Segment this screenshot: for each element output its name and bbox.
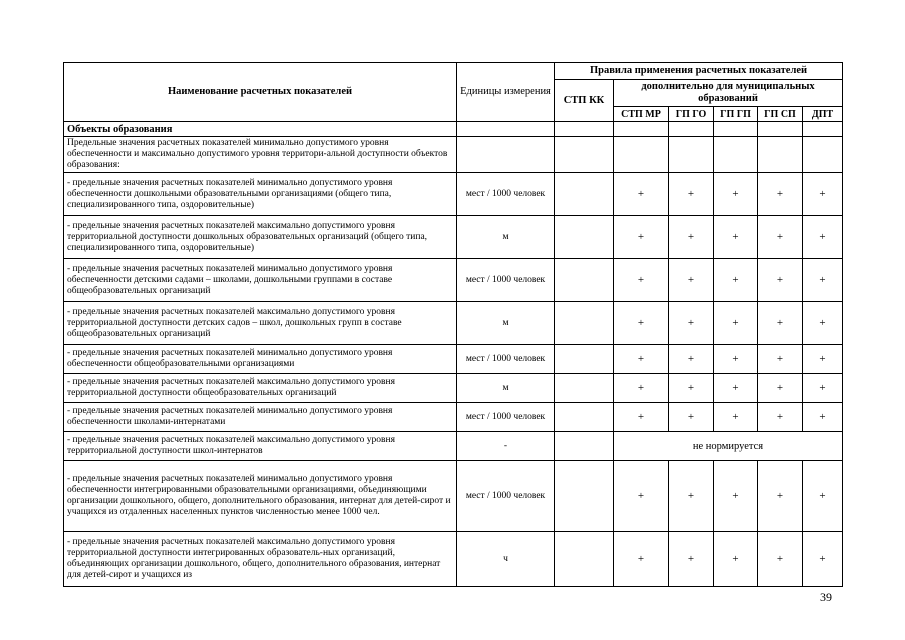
indicator-name: - предельные значения расчетных показателей максимально допустимого уровня территориальной доступности интегрированных образователь-ных организаций, объединяющих организации дошкольного, общего, дополнительного образования, интернат для детей-сирот и учащихся из bbox=[64, 532, 457, 587]
applicability-mark: + bbox=[714, 461, 758, 532]
applicability-mark: + bbox=[714, 374, 758, 403]
section-title: Объекты образования bbox=[64, 122, 457, 137]
applicability-mark: + bbox=[614, 302, 669, 345]
intro-text: Предельные значения расчетных показателей минимально допустимого уровня обеспеченности и максимально допустимого уровня территори-альной доступности объектов образования: bbox=[64, 137, 457, 173]
applicability-mark: + bbox=[803, 403, 843, 432]
indicator-unit: мест / 1000 человек bbox=[457, 403, 555, 432]
applicability-mark: + bbox=[758, 532, 803, 587]
applicability-mark: + bbox=[758, 461, 803, 532]
table-row bbox=[64, 259, 843, 302]
applicability-mark: + bbox=[803, 259, 843, 302]
subheader-dpt: ДПТ bbox=[803, 107, 843, 122]
applicability-mark: + bbox=[803, 302, 843, 345]
subheader-stp-mr: СТП МР bbox=[614, 107, 669, 122]
stp-kk-cell bbox=[555, 374, 614, 403]
applicability-mark: + bbox=[803, 532, 843, 587]
indicator-name: - предельные значения расчетных показателей максимально допустимого уровня территориальной доступности школ-интернатов bbox=[64, 432, 457, 461]
indicator-unit: мест / 1000 человек bbox=[457, 461, 555, 532]
applicability-mark: + bbox=[614, 403, 669, 432]
indicator-unit: мест / 1000 человек bbox=[457, 259, 555, 302]
header-additional: дополнительно для муниципальных образований bbox=[614, 80, 843, 107]
applicability-mark: + bbox=[714, 532, 758, 587]
stp-kk-cell bbox=[555, 216, 614, 259]
header-indicator-name: Наименование расчетных показателей bbox=[64, 63, 457, 122]
header-stp-kk: СТП КК bbox=[555, 80, 614, 122]
stp-kk-cell bbox=[555, 403, 614, 432]
table-row bbox=[64, 403, 843, 432]
page-number: 39 bbox=[820, 590, 832, 604]
indicator-name: - предельные значения расчетных показателей минимально допустимого уровня обеспеченности детскими садами – школами, дошкольными группами в составе общеобразовательных организаций bbox=[64, 259, 457, 302]
indicator-unit: ч bbox=[457, 532, 555, 587]
subheader-gp-gp: ГП ГП bbox=[714, 107, 758, 122]
applicability-mark: + bbox=[614, 461, 669, 532]
applicability-mark: + bbox=[758, 302, 803, 345]
applicability-mark: + bbox=[614, 532, 669, 587]
table-row bbox=[64, 461, 843, 532]
applicability-mark: + bbox=[669, 216, 714, 259]
indicator-unit: м bbox=[457, 374, 555, 403]
subheader-gp-sp: ГП СП bbox=[758, 107, 803, 122]
table-row bbox=[64, 216, 843, 259]
applicability-mark: + bbox=[758, 259, 803, 302]
applicability-mark: + bbox=[714, 302, 758, 345]
applicability-mark: + bbox=[714, 403, 758, 432]
indicator-unit: м bbox=[457, 216, 555, 259]
not-normed-note: не нормируется bbox=[614, 432, 843, 461]
indicator-name: - предельные значения расчетных показателей максимально допустимого уровня территориальной доступности общеобразовательных организаций bbox=[64, 374, 457, 403]
applicability-mark: + bbox=[669, 403, 714, 432]
indicator-unit: м bbox=[457, 302, 555, 345]
table-row bbox=[64, 532, 843, 587]
indicator-unit: мест / 1000 человек bbox=[457, 173, 555, 216]
applicability-mark: + bbox=[669, 461, 714, 532]
stp-kk-cell bbox=[555, 345, 614, 374]
applicability-mark: + bbox=[669, 345, 714, 374]
indicator-name: - предельные значения расчетных показателей минимально допустимого уровня обеспеченности интегрированными образовательными организациями, объединяющими организации дошкольного, общего, дополнительного образования, интернат для детей-сирот и учащихся из отдаленных населенных пунктов численностью менее 1000 чел. bbox=[64, 461, 457, 532]
applicability-mark: + bbox=[669, 374, 714, 403]
applicability-mark: + bbox=[669, 532, 714, 587]
applicability-mark: + bbox=[614, 216, 669, 259]
applicability-mark: + bbox=[614, 374, 669, 403]
applicability-mark: + bbox=[714, 259, 758, 302]
header-units: Единицы измерения bbox=[457, 63, 555, 122]
indicator-name: - предельные значения расчетных показателей минимально допустимого уровня обеспеченности общеобразовательными организациями bbox=[64, 345, 457, 374]
applicability-mark: + bbox=[669, 302, 714, 345]
stp-kk-cell bbox=[555, 532, 614, 587]
applicability-mark: + bbox=[803, 345, 843, 374]
table-row bbox=[64, 173, 843, 216]
indicator-name: - предельные значения расчетных показателей максимально допустимого уровня территориальной доступности дошкольных образовательных организаций (общего типа, специализированного типа, оздоровительные) bbox=[64, 216, 457, 259]
stp-kk-cell bbox=[555, 432, 614, 461]
stp-kk-cell bbox=[555, 302, 614, 345]
applicability-mark: + bbox=[758, 403, 803, 432]
indicator-unit: - bbox=[457, 432, 555, 461]
applicability-mark: + bbox=[614, 259, 669, 302]
applicability-mark: + bbox=[803, 173, 843, 216]
stp-kk-cell bbox=[555, 259, 614, 302]
indicators-table bbox=[63, 62, 843, 587]
table-row bbox=[64, 302, 843, 345]
applicability-mark: + bbox=[669, 259, 714, 302]
applicability-mark: + bbox=[758, 216, 803, 259]
stp-kk-cell bbox=[555, 461, 614, 532]
applicability-mark: + bbox=[803, 461, 843, 532]
stp-kk-cell bbox=[555, 173, 614, 216]
applicability-mark: + bbox=[714, 216, 758, 259]
applicability-mark: + bbox=[758, 345, 803, 374]
applicability-mark: + bbox=[614, 173, 669, 216]
indicator-name: - предельные значения расчетных показателей минимально допустимого уровня обеспеченности дошкольными образовательными организациями (общего типа, специализированного типа, оздоровительные) bbox=[64, 173, 457, 216]
indicator-name: - предельные значения расчетных показателей минимально допустимого уровня обеспеченности школами-интернатами bbox=[64, 403, 457, 432]
table-row bbox=[64, 432, 843, 461]
table-row bbox=[64, 374, 843, 403]
applicability-mark: + bbox=[714, 345, 758, 374]
applicability-mark: + bbox=[803, 374, 843, 403]
subheader-gp-go: ГП ГО bbox=[669, 107, 714, 122]
header-rules: Правила применения расчетных показателей bbox=[555, 63, 843, 80]
applicability-mark: + bbox=[614, 345, 669, 374]
applicability-mark: + bbox=[803, 216, 843, 259]
indicator-name: - предельные значения расчетных показателей максимально допустимого уровня территориальной доступности детских садов – школ, дошкольных групп в составе общеобразовательных организаций bbox=[64, 302, 457, 345]
applicability-mark: + bbox=[758, 173, 803, 216]
applicability-mark: + bbox=[669, 173, 714, 216]
applicability-mark: + bbox=[714, 173, 758, 216]
indicator-unit: мест / 1000 человек bbox=[457, 345, 555, 374]
table-row bbox=[64, 345, 843, 374]
applicability-mark: + bbox=[758, 374, 803, 403]
